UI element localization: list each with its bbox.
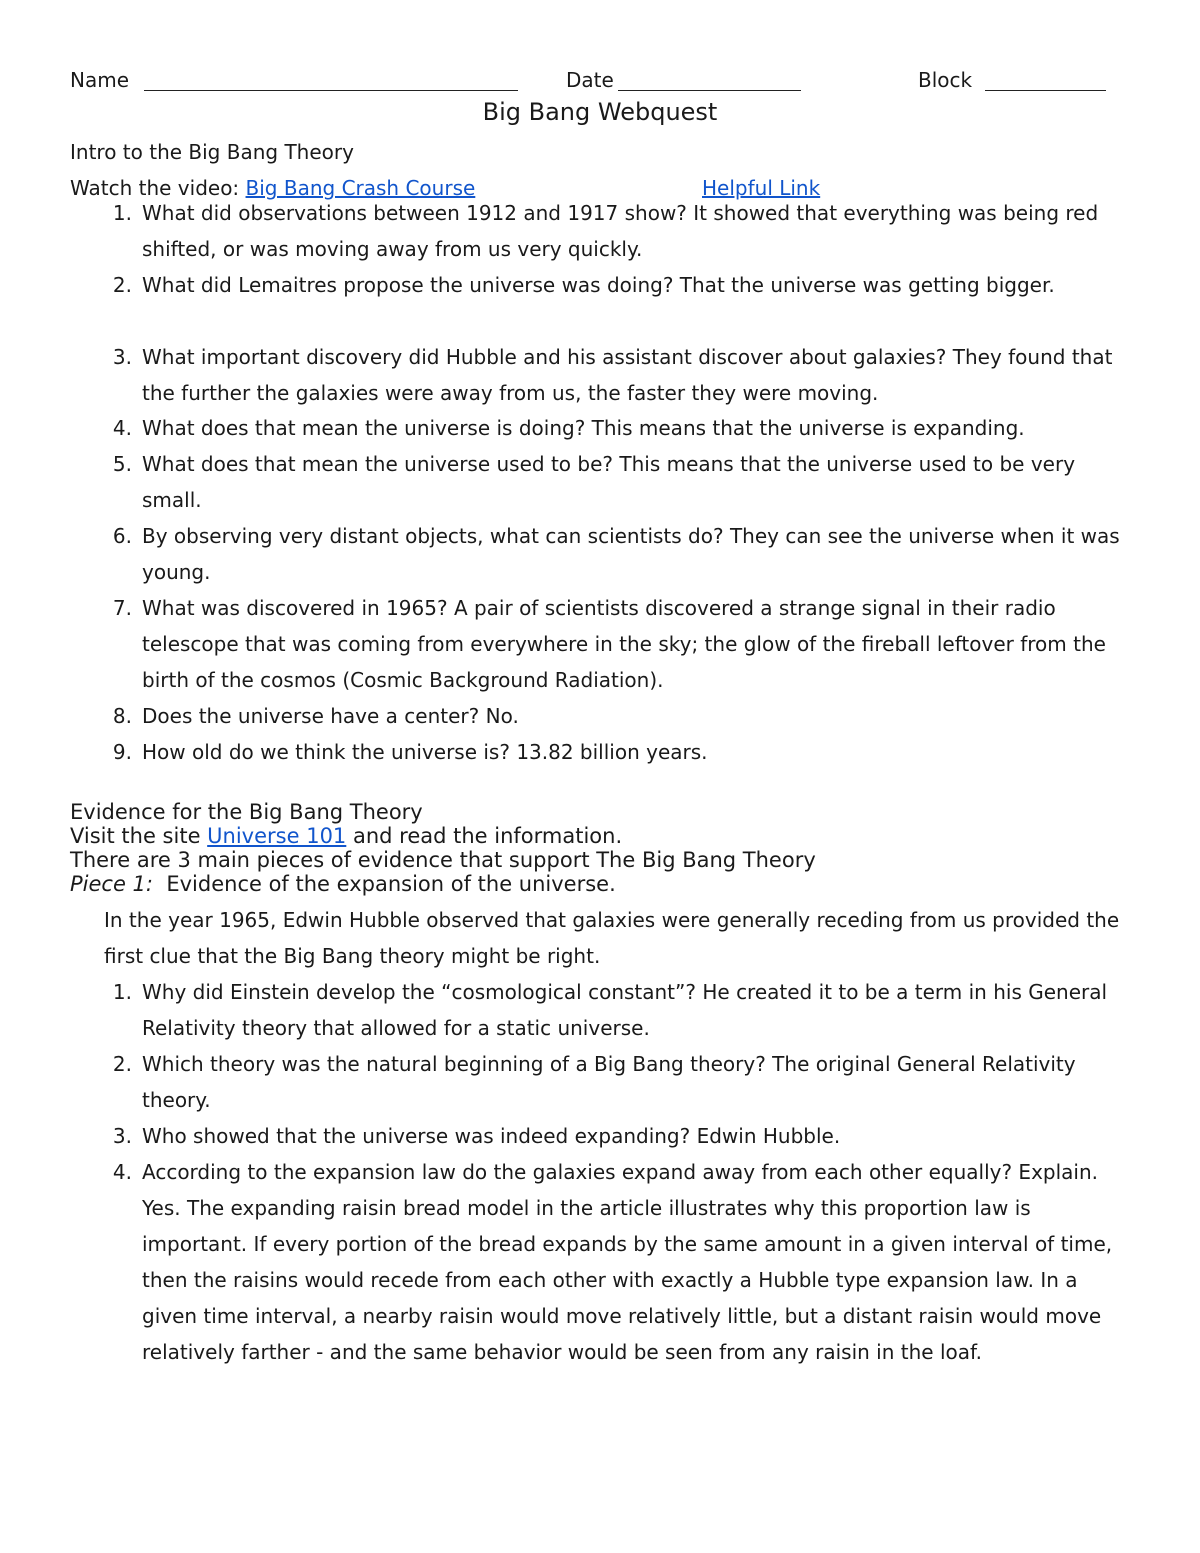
question-text: What was discovered in 1965? A pair of scientists discovered a strange signal in their radio telescope that was coming from everywhere in the sky; the glow of the fireball leftover from the birth of the cosmos (Cosmic Background Radiation). bbox=[142, 596, 1106, 692]
question-number: 3. bbox=[112, 1124, 132, 1148]
piece-label: Piece 1: bbox=[70, 872, 153, 896]
list-item bbox=[104, 1154, 1134, 1370]
block-field-line[interactable] bbox=[985, 90, 1106, 91]
date-label: Date bbox=[566, 68, 614, 92]
question-text: How old do we think the universe is? 13.82 billion years. bbox=[142, 740, 708, 764]
list-item bbox=[104, 446, 1134, 518]
visit-line bbox=[70, 824, 622, 848]
question-number: 2. bbox=[112, 273, 132, 297]
list-item bbox=[104, 339, 1134, 411]
question-text: What did observations between 1912 and 1917 show? It showed that everything was being red shifted, or was moving away from us very quickly. bbox=[142, 201, 1099, 261]
list-item bbox=[104, 974, 1134, 1046]
evidence-heading: Evidence for the Big Bang Theory bbox=[70, 800, 423, 824]
name-label: Name bbox=[70, 68, 130, 92]
list-item bbox=[104, 410, 1134, 446]
question-text: What did Lemaitres propose the universe was doing? That the universe was getting bigger. bbox=[142, 273, 1055, 297]
video-link[interactable]: Big Bang Crash Course bbox=[245, 176, 476, 200]
list-item bbox=[104, 734, 1134, 770]
question-number: 9. bbox=[112, 740, 132, 764]
question-number: 2. bbox=[112, 1052, 132, 1076]
list-item bbox=[104, 518, 1134, 590]
question-number: 4. bbox=[112, 1160, 132, 1184]
question-number: 1. bbox=[112, 980, 132, 1004]
list-item bbox=[104, 1046, 1134, 1118]
question-text: Which theory was the natural beginning of a Big Bang theory? The original General Relativity theory. bbox=[142, 1052, 1076, 1112]
question-number: 7. bbox=[112, 596, 132, 620]
question-text: Does the universe have a center? No. bbox=[142, 704, 519, 728]
watch-prefix: Watch the video: bbox=[70, 176, 246, 200]
list-item bbox=[104, 195, 1134, 267]
question-text: What does that mean the universe is doing? This means that the universe is expanding. bbox=[142, 416, 1025, 440]
list-item bbox=[104, 267, 1134, 303]
piece-text: Evidence of the expansion of the universe. bbox=[153, 872, 616, 896]
evidence-paragraph: In the year 1965, Edwin Hubble observed that galaxies were generally receding from us provided the first clue that the Big Bang theory might be right. bbox=[104, 908, 1120, 968]
question-number: 8. bbox=[112, 704, 132, 728]
question-text: By observing very distant objects, what can scientists do? They can see the universe when it was young. bbox=[142, 524, 1120, 584]
question-text: What does that mean the universe used to be? This means that the universe used to be very small. bbox=[142, 452, 1076, 512]
name-field-line[interactable] bbox=[144, 90, 518, 91]
question-text: Why did Einstein develop the “cosmological constant”? He created it to be a term in his General Relativity theory that allowed for a static universe. bbox=[142, 980, 1108, 1040]
main-pieces-text: There are 3 main pieces of evidence that support The Big Bang Theory bbox=[70, 848, 816, 872]
question-number: 1. bbox=[112, 201, 132, 225]
visit-prefix: Visit the site bbox=[70, 824, 208, 848]
intro-heading: Intro to the Big Bang Theory bbox=[70, 140, 354, 164]
question-text: What important discovery did Hubble and his assistant discover about galaxies? They found that the further the galaxies were away from us, the faster they were moving. bbox=[142, 345, 1113, 405]
list-item bbox=[104, 698, 1134, 734]
universe-101-link[interactable]: Universe 101 bbox=[207, 824, 347, 848]
question-text: According to the expansion law do the galaxies expand away from each other equally? Explain. Yes. The expanding raisin bread model in the article illustrates why this proportion law is important. If every portion of the bread expands by the same amount in a given interval of time, then the raisins would recede from each other with exactly a Hubble type expansion law. In a given time interval, a nearby raisin would move relatively little, but a distant raisin would move relatively farther - and the same behavior would be seen from any raisin in the loaf. bbox=[142, 1160, 1113, 1364]
list-item bbox=[104, 1118, 1134, 1154]
list-item bbox=[104, 590, 1134, 698]
piece-line bbox=[70, 872, 616, 896]
question-number: 4. bbox=[112, 416, 132, 440]
visit-suffix: and read the information. bbox=[346, 824, 623, 848]
question-number: 5. bbox=[112, 452, 132, 476]
question-number: 6. bbox=[112, 524, 132, 548]
question-number: 3. bbox=[112, 345, 132, 369]
block-label: Block bbox=[918, 68, 973, 92]
page-title: Big Bang Webquest bbox=[482, 98, 718, 126]
date-field-line[interactable] bbox=[618, 90, 801, 91]
question-text: Who showed that the universe was indeed expanding? Edwin Hubble. bbox=[142, 1124, 841, 1148]
helpful-link[interactable]: Helpful Link bbox=[702, 176, 821, 200]
